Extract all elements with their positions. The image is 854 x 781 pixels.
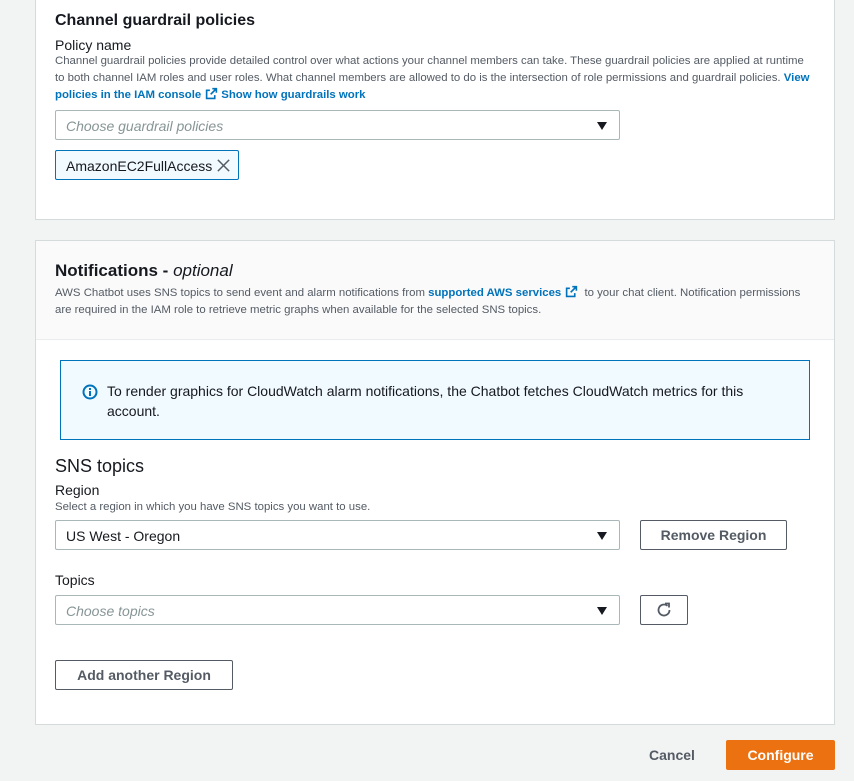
topics-select[interactable] (55, 595, 620, 625)
guardrail-description (55, 53, 815, 104)
topics-label: Topics (55, 572, 95, 588)
add-another-region-button[interactable]: Add another Region (55, 660, 233, 690)
external-link-icon (205, 87, 218, 100)
region-select-value: US West - Oregon (66, 528, 181, 544)
info-alert (60, 360, 810, 440)
notifications-description: AWS Chatbot uses SNS topics to send event and alarm notifications from supported AWS services to your chat client. Notification permissions are required in the IAM role to retrieve metric graphs when available for the selected SNS topics. (55, 287, 801, 316)
close-icon[interactable] (216, 158, 231, 173)
caret-down-icon (597, 122, 607, 130)
iam-console-link[interactable]: View policies in the IAM console (55, 72, 810, 101)
remove-region-button[interactable]: Remove Region (640, 520, 787, 550)
optional-label: optional (173, 261, 233, 280)
notifications-title (55, 261, 233, 281)
selected-policy-token (55, 150, 239, 180)
supported-services-link[interactable]: supported AWS services (428, 287, 581, 299)
alert-text: To render graphics for CloudWatch alarm notifications, the Chatbot fetches CloudWatch metrics for this account. (107, 383, 744, 419)
region-label: Region (55, 482, 100, 498)
info-icon (82, 384, 98, 400)
guardrail-policies-select[interactable] (55, 110, 620, 140)
notifications-title-text: Notifications - (55, 261, 174, 280)
refresh-topics-button[interactable] (640, 595, 688, 625)
guardrail-title: Channel guardrail policies (55, 12, 256, 29)
guardrail-description-text: Channel guardrail policies provide detailed control over what actions your channel members can take. These guardrail policies are applied at runtime to both channel IAM roles and user roles. What channel members are allowed to do is the intersection of role permissions and guardrail policies. (55, 55, 804, 84)
refresh-icon (655, 601, 673, 619)
region-select[interactable] (55, 520, 620, 550)
external-link-icon (565, 285, 578, 298)
guardrails-help-link[interactable]: Show how guardrails work (221, 89, 366, 101)
topics-select-placeholder: Choose topics (66, 603, 155, 619)
region-description: Select a region in which you have SNS topics you want to use. (55, 501, 371, 513)
configure-button[interactable]: Configure (726, 740, 835, 770)
guardrail-select-placeholder: Choose guardrail policies (66, 118, 224, 134)
caret-down-icon (597, 532, 607, 540)
caret-down-icon (597, 607, 607, 615)
cancel-button[interactable]: Cancel (649, 747, 695, 763)
sns-topics-title: SNS topics (55, 456, 145, 476)
token-label: AmazonEC2FullAccess (66, 158, 213, 174)
policy-name-label: Policy name (55, 37, 132, 53)
